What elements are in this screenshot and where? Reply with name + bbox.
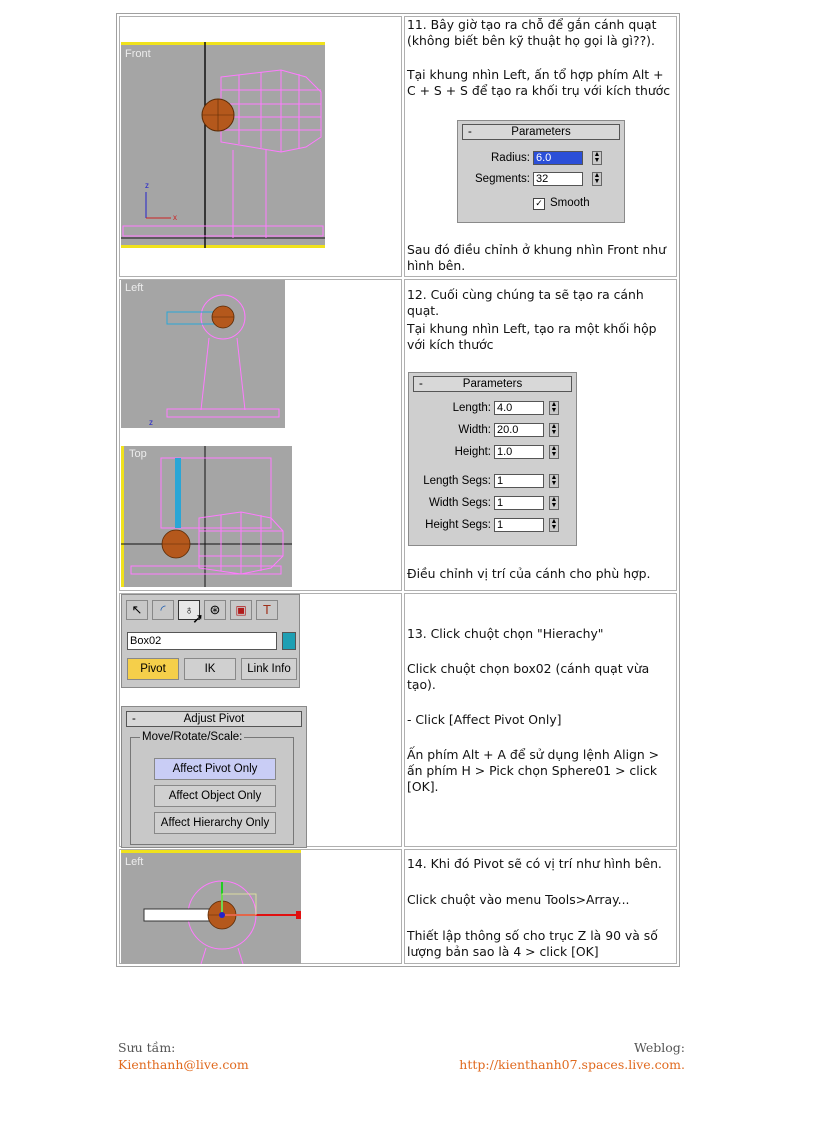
front-viewport	[121, 42, 325, 248]
step12-after: Điều chỉnh vị trí của cánh cho phù hợp.	[407, 566, 651, 581]
footer-left-label: Sưu tầm:	[118, 1040, 176, 1055]
height-spinner[interactable]: ▲ ▼	[550, 445, 558, 458]
width-segs-input[interactable]: 1	[494, 496, 544, 510]
step12-title: 12. Cuối cùng chúng ta sẽ tạo ra cánh quạt.	[407, 287, 644, 318]
left-viewport-pivot-label: Left	[125, 856, 144, 868]
box-parameters-panel	[408, 372, 577, 546]
adjust-pivot-title: Adjust Pivot	[183, 713, 245, 725]
affect-pivot-only-button[interactable]: Affect Pivot Only	[154, 758, 276, 780]
smooth-label: Smooth	[550, 197, 590, 209]
adjust-pivot-panel	[121, 706, 307, 848]
affect-object-only-button[interactable]: Affect Object Only	[154, 785, 276, 807]
left-viewport-label: Left	[125, 282, 144, 294]
step12-instruction: Tại khung nhìn Left, tạo ra một khối hộp với kích thước	[407, 321, 657, 352]
adjust-pivot-header[interactable]: - Adjust Pivot	[126, 711, 302, 727]
step11-after: Sau đó điều chỉnh ở khung nhìn Front như hình bên.	[407, 242, 666, 273]
front-wireframe	[121, 42, 325, 248]
pivot-button[interactable]: Pivot	[127, 658, 179, 680]
svg-text:z: z	[149, 418, 153, 427]
motion-tab-icon[interactable]: ⊛	[204, 600, 226, 620]
object-color-swatch[interactable]	[282, 632, 296, 650]
hierarchy-tab-icon[interactable]: ♁	[178, 600, 200, 620]
length-label: Length:	[452, 402, 491, 414]
width-spinner[interactable]: ▲ ▼	[550, 423, 558, 436]
object-name-input[interactable]: Box02	[127, 632, 277, 650]
move-rotate-scale-label: Move/Rotate/Scale:	[142, 731, 243, 743]
step14-array: Thiết lập thông số cho trục Z là 90 và số lượng bản sao là 4 > click [OK]	[407, 928, 658, 959]
box-parameters-header[interactable]: - Parameters	[413, 376, 572, 392]
cylinder-parameters-header[interactable]: - Parameters	[462, 124, 620, 140]
length-spinner[interactable]: ▲ ▼	[550, 401, 558, 414]
width-label: Width:	[458, 424, 491, 436]
length-segs-spinner[interactable]: ▲ ▼	[550, 474, 558, 487]
footer-right-label: Weblog:	[634, 1040, 685, 1055]
height-segs-spinner[interactable]: ▲ ▼	[550, 518, 558, 531]
pivot-wireframe	[121, 850, 301, 964]
svg-text:x: x	[173, 213, 177, 222]
step14-menu: Click chuột vào menu Tools>Array...	[407, 892, 630, 907]
cylinder-parameters-title: Parameters	[511, 126, 571, 138]
command-tabs-toolbar	[124, 598, 297, 626]
create-tab-icon[interactable]: ↖	[126, 600, 148, 620]
affect-hierarchy-only-button[interactable]: Affect Hierarchy Only	[154, 812, 276, 834]
step14-title: 14. Khi đó Pivot sẽ có vị trí như hình bên.	[407, 856, 662, 871]
link-info-button[interactable]: Link Info	[241, 658, 297, 680]
footer-weblog-link[interactable]: http://kienthanh07.spaces.live.com.	[459, 1057, 685, 1072]
step13-select-box: Click chuột chọn box02 (cánh quạt vừa tạo).	[407, 661, 650, 692]
hierarchy-command-panel	[121, 594, 300, 688]
length-segs-input[interactable]: 1	[494, 474, 544, 488]
smooth-checkbox[interactable]: ✓	[533, 198, 545, 210]
width-input[interactable]: 20.0	[494, 423, 544, 437]
width-segs-label: Width Segs:	[429, 497, 491, 509]
radius-label: Radius:	[491, 152, 530, 164]
top-viewport-label: Top	[129, 448, 147, 460]
mouse-cursor-icon: ➚	[192, 610, 204, 626]
height-input[interactable]: 1.0	[494, 445, 544, 459]
ik-button[interactable]: IK	[184, 658, 236, 680]
height-segs-label: Height Segs:	[425, 519, 491, 531]
top-viewport	[121, 446, 292, 587]
step11-instruction: Tại khung nhìn Left, ấn tổ hợp phím Alt + C + S + S để tạo ra khối trụ với kích thước	[407, 67, 671, 98]
cylinder-parameters-panel	[457, 120, 625, 223]
radius-spinner[interactable]: ▲ ▼	[593, 151, 601, 164]
height-label: Height:	[454, 446, 491, 458]
segments-spinner[interactable]: ▲ ▼	[593, 172, 601, 185]
segments-label: Segments:	[475, 173, 530, 185]
left-viewport	[121, 280, 285, 428]
display-tab-icon[interactable]: ▣	[230, 600, 252, 620]
top-wireframe	[121, 446, 292, 587]
footer-email[interactable]: Kienthanh@live.com	[118, 1057, 249, 1072]
height-segs-input[interactable]: 1	[494, 518, 544, 532]
front-viewport-label: Front	[125, 48, 151, 60]
utilities-tab-icon[interactable]: T	[256, 600, 278, 620]
left-wireframe	[121, 280, 285, 428]
step13-title: 13. Click chuột chọn "Hierachy"	[407, 626, 604, 641]
length-segs-label: Length Segs:	[423, 475, 491, 487]
width-segs-spinner[interactable]: ▲ ▼	[550, 496, 558, 509]
radius-input[interactable]: 6.0	[533, 151, 583, 165]
left-viewport-pivot	[121, 850, 301, 964]
length-input[interactable]: 4.0	[494, 401, 544, 415]
modify-tab-icon[interactable]: ◜	[152, 600, 174, 620]
step11-title: 11. Bây giờ tạo ra chỗ để gắn cánh quạt (không biết bên kỹ thuật họ gọi là gì??).	[407, 17, 657, 48]
box-parameters-title: Parameters	[462, 378, 523, 390]
tutorial-table	[116, 13, 680, 967]
svg-text:z: z	[145, 181, 149, 190]
segments-input[interactable]: 32	[533, 172, 583, 186]
step13-align: Ấn phím Alt + A để sử dụng lệnh Align > ấn phím H > Pick chọn Sphere01 > click [OK].	[407, 747, 660, 794]
step13-affect-pivot: - Click [Affect Pivot Only]	[407, 712, 562, 727]
